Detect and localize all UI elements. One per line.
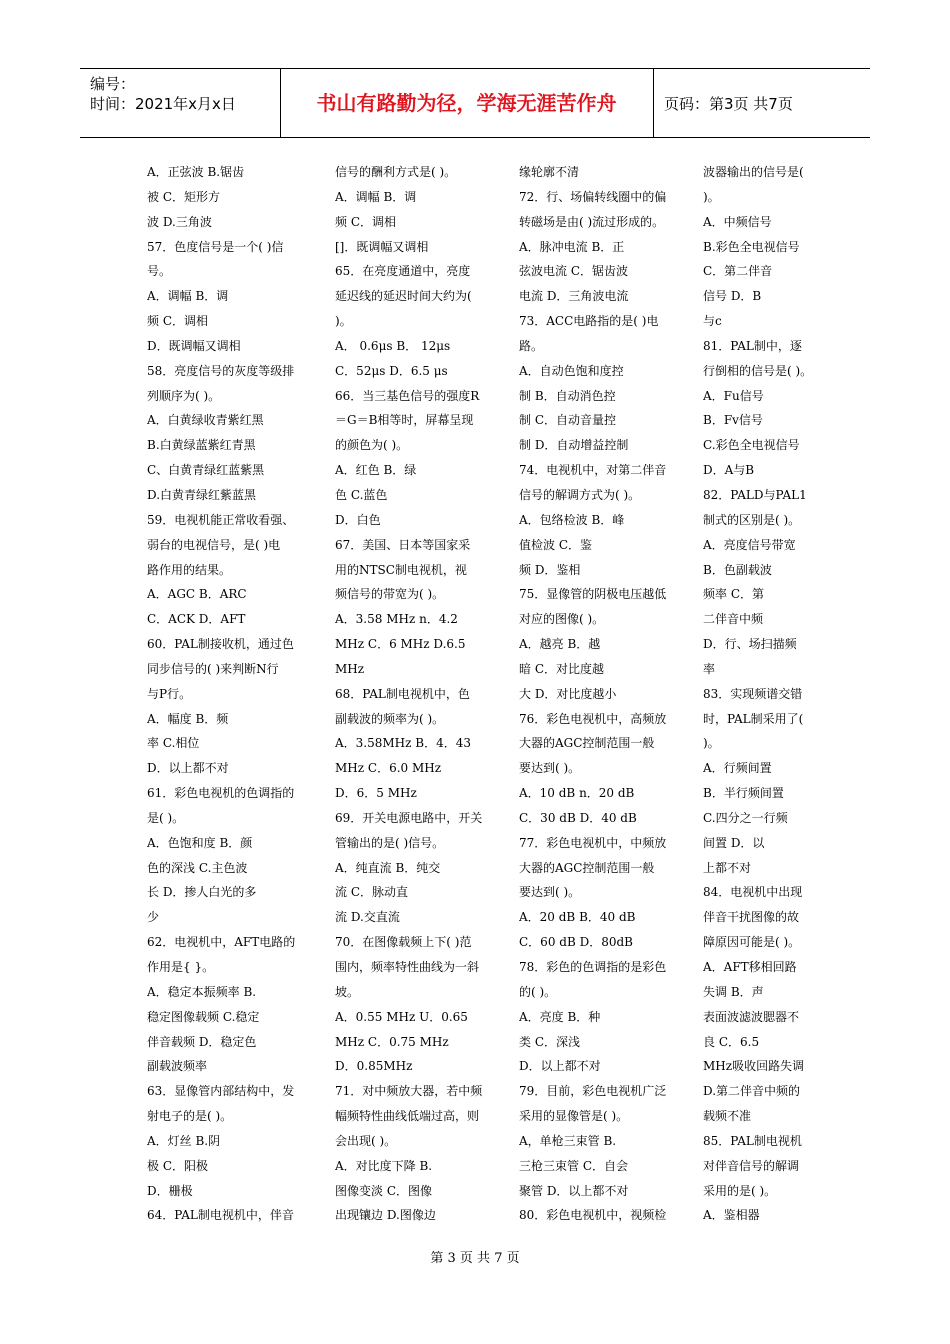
text-line: 波 D.三角波: [147, 214, 212, 229]
text-line: 同步信号的( )来判断N行: [147, 661, 279, 676]
text-line: A．对比度下降 B.: [335, 1158, 433, 1173]
text-line: C.彩色全电视信号: [703, 438, 800, 453]
text-line: 63．显像管内部结构中，发: [147, 1084, 295, 1099]
text-line: B．色副载波: [703, 562, 772, 577]
header-meta-cell: [80, 69, 281, 137]
text-line: 射电子的是( )。: [147, 1109, 233, 1124]
text-column-3: [519, 160, 671, 1228]
text-line: 列顺序为( )。: [147, 388, 221, 403]
text-line: 频率 C．第: [703, 587, 764, 602]
text-line: A．脉冲电流 B．正: [519, 239, 625, 254]
text-line: A．正弦波 B.锯齿: [147, 165, 245, 179]
text-line: 制 B．自动消色控: [519, 388, 616, 403]
text-line: A．自动色饱和度控: [519, 363, 624, 378]
text-line: 70．在图像载频上下( )范: [335, 935, 472, 950]
text-line: B.白黄绿蓝紫红青黑: [147, 438, 256, 453]
text-line: A．红色 B．绿: [335, 463, 417, 478]
text-line: A．行频间置: [703, 761, 772, 776]
text-line: 72．行、场偏转线圈中的偏: [519, 189, 667, 204]
text-line: 波器输出的信号是(: [703, 165, 804, 179]
text-line: C．52μs D．6.5 μs: [335, 363, 448, 378]
text-line: MHz C．0.75 MHz: [335, 1034, 449, 1049]
page-header: [80, 68, 870, 138]
text-line: 58．亮度信号的灰度等级排: [147, 363, 295, 378]
header-page-cell: [653, 69, 871, 137]
text-line: C．第二伴音: [703, 264, 773, 279]
text-line: 67．美国、日本等国家采: [335, 537, 471, 552]
text-line: D．白色: [335, 512, 381, 527]
text-line: 77．彩色电视机中，中频放: [519, 835, 667, 850]
text-line: 率 C.相位: [147, 736, 200, 751]
text-line: 色 C.蓝色: [335, 487, 388, 502]
text-line: D．栅极: [147, 1183, 193, 1198]
text-line: 75．显像管的阴极电压越低: [519, 587, 667, 602]
text-line: 电流 D．三角波电流: [519, 289, 629, 304]
text-line: 表面波滤波腮器不: [703, 1009, 800, 1024]
text-line: A．色饱和度 B．颜: [147, 835, 253, 850]
text-line: 弱台的电视信号，是( )电: [147, 537, 281, 552]
text-line: A．AFT移相回路: [703, 960, 797, 974]
doc-number-label: 编号：: [90, 75, 136, 93]
text-line: )。: [335, 314, 352, 329]
text-line: 间置 D．以: [703, 835, 765, 850]
text-line: B．Fv信号: [703, 413, 763, 428]
text-line: 伴音载频 D．稳定色: [147, 1034, 257, 1049]
text-line: 流 D.交直流: [335, 910, 400, 925]
text-line: A．包络检波 B．峰: [519, 512, 625, 527]
text-line: A．稳定本振频率 B.: [147, 984, 257, 999]
text-line: 副载波的频率为( )。: [335, 711, 445, 726]
text-line: 信号 D．B: [703, 289, 762, 304]
text-line: 暗 C．对比度越: [519, 661, 604, 676]
text-line: 83．实现频谱交错: [703, 686, 803, 701]
text-line: 76．彩色电视机中，高频放: [519, 711, 667, 726]
text-line: 值检波 C．鉴: [519, 537, 592, 552]
text-line: 出现镶边 D.图像边: [335, 1208, 436, 1223]
text-line: A．20 dB B．40 dB: [519, 910, 636, 925]
page-footer: 第 3 页 共 7 页: [430, 1251, 520, 1266]
text-line: A．Fu信号: [703, 388, 764, 403]
text-line: D．0.85MHz: [335, 1059, 413, 1074]
text-line: 管输出的是( )信号。: [335, 835, 445, 850]
text-line: 用的NTSC制电视机，视: [335, 562, 467, 577]
text-line: 率: [703, 661, 716, 676]
text-line: 幅频特性曲线低端过高，则: [335, 1109, 480, 1124]
text-line: 聚管 D．以上都不对: [519, 1183, 629, 1198]
text-line: 时，PAL制采用了(: [703, 711, 804, 726]
text-line: 良 C．6.5: [703, 1034, 760, 1049]
text-line: 会出现( )。: [335, 1133, 397, 1148]
text-line: A．0.55 MHz U．0.65: [335, 1009, 468, 1024]
text-line: 频信号的带宽为( )。: [335, 587, 445, 602]
text-line: 稳定图像载频 C.稳定: [147, 1009, 260, 1024]
text-line: 转磁场是由( )流过形成的。: [519, 214, 665, 229]
text-line: 障原因可能是( )。: [703, 935, 801, 950]
text-line: A．调幅 B．调: [335, 189, 417, 204]
text-line: 失调 B．声: [703, 984, 764, 999]
text-line: D.第二伴音中频的: [703, 1084, 801, 1099]
text-line: C、白黄青绿红蓝紫黑: [147, 463, 265, 478]
text-line: A．亮度 B．种: [519, 1009, 601, 1024]
text-line: 62．电视机中，AFT电路的: [147, 935, 296, 950]
text-line: 极 C．阳极: [147, 1158, 208, 1173]
text-line: 伴音干扰图像的故: [703, 910, 800, 925]
text-line: 采用的显像管是( )。: [519, 1109, 629, 1124]
text-line: )。: [703, 736, 720, 751]
text-line: 长 D．掺人白光的多: [147, 885, 257, 900]
text-line: 65．在亮度通道中，亮度: [335, 264, 471, 279]
text-line: A．10 dB n．20 dB: [519, 786, 635, 801]
text-line: 与c: [703, 314, 722, 329]
text-line: 61．彩色电视机的色调指的: [147, 786, 295, 801]
header-page-label: 页码：第3页 共7页: [664, 95, 793, 113]
text-line: 弦波电流 C．锯齿波: [519, 264, 628, 279]
text-line: 81．PAL制中，逐: [703, 338, 802, 353]
text-line: MHz: [335, 661, 365, 676]
text-line: 被 C．矩形方: [147, 189, 220, 204]
text-line: 二伴音中频: [703, 612, 764, 627]
text-line: 副载波频率: [147, 1059, 208, 1074]
text-line: 73．ACC电路指的是( )电: [519, 314, 659, 329]
text-line: )。: [703, 189, 720, 204]
text-line: 85．PAL制电视机: [703, 1133, 802, 1148]
text-line: 路。: [519, 338, 544, 353]
text-line: 要达到( )。: [519, 761, 581, 776]
text-line: 号。: [147, 264, 172, 279]
text-line: C.四分之一行频: [703, 810, 788, 825]
text-line: 三枪三束管 C．自会: [519, 1158, 628, 1173]
text-line: 频 C．调相: [335, 214, 396, 229]
text-column-1: [147, 160, 299, 1228]
text-line: C．ACK D．AFT: [147, 612, 246, 627]
text-line: 对伴音信号的解调: [703, 1158, 800, 1173]
text-line: 大器的AGC控制范围一般: [519, 736, 655, 751]
text-line: 要达到( )。: [519, 885, 581, 900]
text-line: 71．对中频放大器，若中频: [335, 1084, 483, 1099]
text-line: A，单枪三束管 B.: [519, 1133, 617, 1148]
text-line: B．半行频间置: [703, 786, 784, 801]
text-line: 大 D．对比度越小: [519, 686, 617, 701]
text-line: 缘轮廓不清: [519, 165, 580, 179]
text-line: A．亮度信号带宽: [703, 537, 796, 552]
text-line: A． 0.6μs B． 12μs: [335, 338, 451, 353]
text-line: 信号的酬利方式是( )。: [335, 165, 457, 179]
text-line: 色的深浅 C.主色波: [147, 860, 248, 875]
text-line: ＝G＝B相等时，屏幕呈现: [335, 413, 474, 428]
text-line: 坡。: [335, 984, 360, 999]
text-line: 类 C．深浅: [519, 1034, 580, 1049]
text-line: 69．开关电源电路中，开关: [335, 810, 483, 825]
text-line: []．既调幅又调相: [335, 239, 429, 254]
text-line: C．60 dB D．80dB: [519, 935, 633, 950]
text-line: 66．当三基色信号的强度R: [335, 388, 480, 403]
text-line: 59．电视机能正常收看强、: [147, 512, 295, 527]
text-line: 80．彩色电视机中，视频检: [519, 1208, 667, 1223]
text-line: A．白黄绿收青紫红黑: [147, 413, 264, 428]
text-line: 围内，频率特性曲线为一斜: [335, 960, 480, 974]
text-line: A．AGC B．ARC: [147, 587, 247, 602]
doc-time-label: 时间：2021年x月x日: [90, 95, 236, 113]
text-line: 的颜色为( )。: [335, 438, 409, 453]
text-line: 57．色度信号是一个( )信: [147, 239, 284, 254]
text-line: A．鉴相器: [703, 1208, 760, 1223]
text-line: 84．电视机中出现: [703, 885, 803, 900]
text-line: D．以上都不对: [519, 1059, 601, 1074]
text-line: A．调幅 B．调: [147, 289, 229, 304]
text-line: 少: [147, 910, 160, 925]
text-column-4: [703, 160, 855, 1228]
text-line: 采用的是( )。: [703, 1183, 777, 1198]
text-line: A．3.58MHz B．4．43: [335, 736, 471, 751]
text-line: MHz C．6 MHz D.6.5: [335, 637, 466, 652]
text-line: 79．目前，彩色电视机广泛: [519, 1084, 667, 1099]
text-line: 频 C．调相: [147, 314, 208, 329]
text-line: 制 C．自动音量控: [519, 413, 616, 428]
text-line: 路作用的结果。: [147, 562, 232, 577]
header-motto: 书山有路勤为径，学海无涯苦作舟: [316, 91, 617, 115]
text-line: 大器的AGC控制范围一般: [519, 860, 655, 875]
text-line: 制式的区别是( )。: [703, 512, 801, 527]
text-line: 行倒相的信号是( )。: [703, 363, 813, 378]
text-line: D．既调幅又调相: [147, 338, 241, 353]
text-line: 流 C．脉动直: [335, 885, 408, 900]
text-line: 信号的解调方式为( )。: [519, 487, 641, 502]
text-column-2: [335, 160, 487, 1228]
text-line: 载频不准: [703, 1109, 752, 1124]
text-line: 78．彩色的色调指的是彩色: [519, 960, 667, 974]
text-line: A．纯直流 B．纯交: [335, 860, 441, 875]
text-line: D．以上都不对: [147, 761, 229, 776]
text-line: A．灯丝 B.阴: [147, 1133, 221, 1148]
text-line: MHz吸收回路失调: [703, 1059, 805, 1074]
text-line: D.白黄青绿红紫蓝黑: [147, 487, 257, 502]
text-line: A．幅度 B．频: [147, 711, 229, 726]
text-line: 图像变淡 C．图像: [335, 1183, 432, 1198]
text-line: 制 D．自动增益控制: [519, 438, 629, 453]
text-line: D．6．5 MHz: [335, 786, 417, 801]
text-line: D．行、场扫描频: [703, 637, 797, 652]
text-line: 74．电视机中，对第二伴音: [519, 463, 667, 478]
text-line: 频 D．鉴相: [519, 562, 581, 577]
text-line: 与P行。: [147, 686, 192, 701]
text-line: A．3.58 MHz n．4.2: [335, 612, 458, 627]
text-line: 对应的图像( )。: [519, 612, 605, 627]
text-line: A．越亮 B．越: [519, 637, 601, 652]
text-line: 延迟线的延迟时间大约为(: [335, 289, 472, 304]
text-line: 作用是{ }。: [147, 960, 215, 974]
text-line: 是( )。: [147, 810, 185, 825]
text-line: B.彩色全电视信号: [703, 239, 800, 254]
text-line: 82．PALD与PAL1: [703, 487, 807, 502]
text-line: MHz C．6.0 MHz: [335, 761, 442, 776]
text-line: C．30 dB D．40 dB: [519, 810, 637, 825]
text-line: D．A与B: [703, 463, 755, 478]
text-line: 68．PAL制电视机中，色: [335, 686, 470, 701]
text-line: 上都不对: [703, 860, 752, 875]
text-line: 60．PAL制接收机，通过色: [147, 637, 294, 652]
text-line: 的( )。: [519, 984, 557, 999]
text-line: A．中频信号: [703, 214, 772, 229]
text-line: 64．PAL制电视机中，伴音: [147, 1208, 294, 1223]
